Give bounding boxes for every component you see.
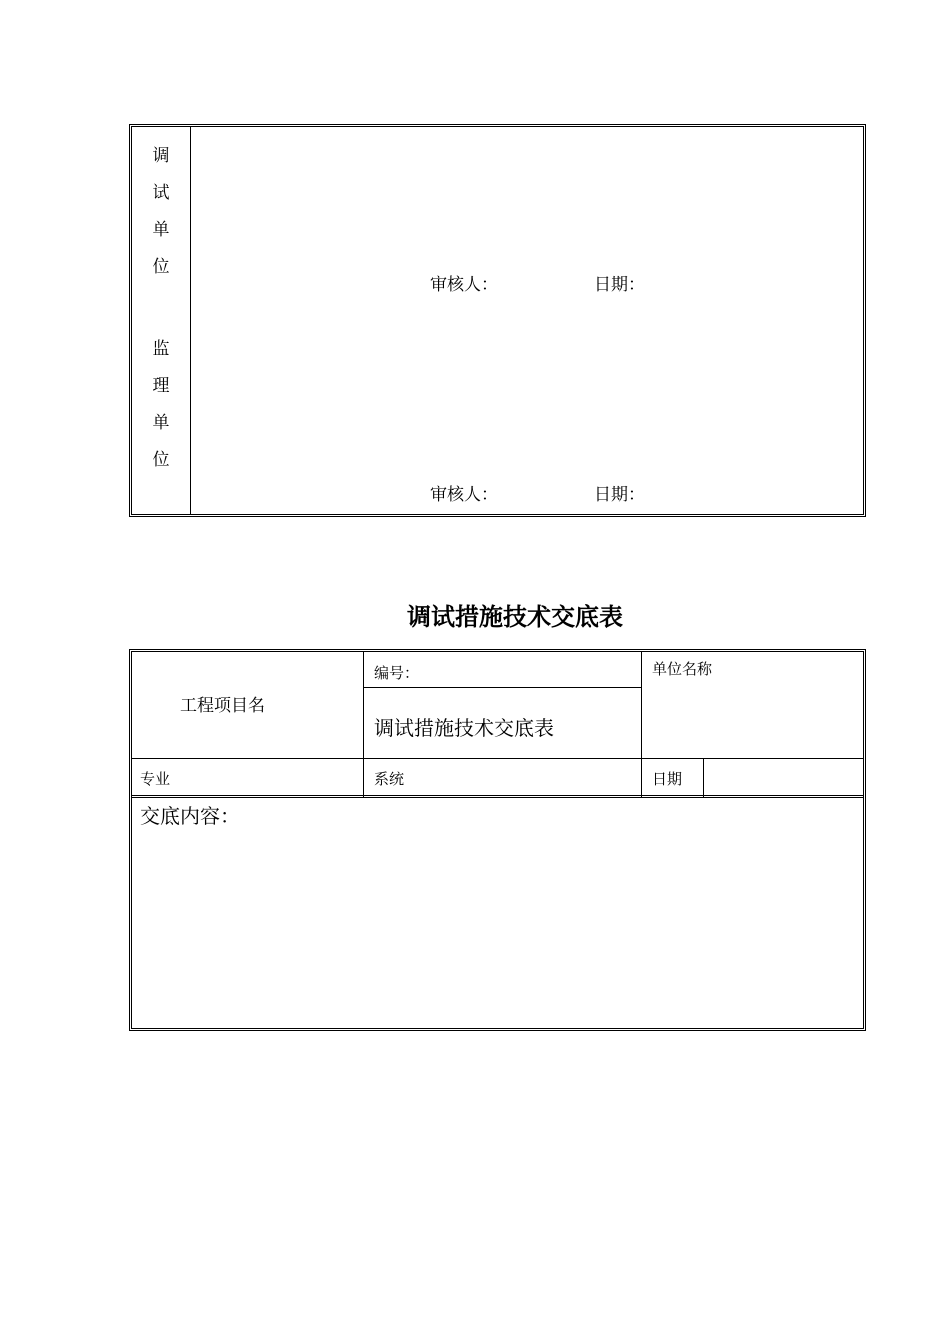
system-label: 系统 (374, 770, 405, 788)
tiaoshi-reviewer-label: 审核人： (430, 275, 498, 295)
content-label: 交底内容： (140, 804, 240, 828)
form-title: 调试措施技术交底表 (407, 602, 623, 631)
project-name-label: 工程项目名 (180, 696, 265, 716)
number-label: 编号： (374, 664, 420, 682)
tiaoshi-unit-label: 调 试 单 位 (152, 146, 170, 277)
approval-table (131, 126, 864, 515)
jianli-date-label: 日期： (594, 485, 645, 505)
jianli-unit-label: 监 理 单 位 (152, 339, 170, 470)
date-label: 日期 (652, 770, 683, 788)
info-row-divider-1 (132, 795, 863, 796)
number-row-divider (364, 687, 642, 688)
col-divider-3 (703, 758, 704, 797)
info-row-divider-2 (132, 797, 863, 798)
tiaoshi-date-label: 日期： (594, 275, 645, 295)
col-divider-2 (641, 652, 642, 797)
form-name-value: 调试措施技术交底表 (374, 716, 554, 740)
header-row-divider (132, 758, 863, 759)
unit-name-label: 单位名称 (652, 660, 713, 678)
col-divider-1 (363, 652, 364, 797)
jianli-reviewer-label: 审核人： (430, 485, 498, 505)
specialty-label: 专业 (140, 770, 171, 788)
